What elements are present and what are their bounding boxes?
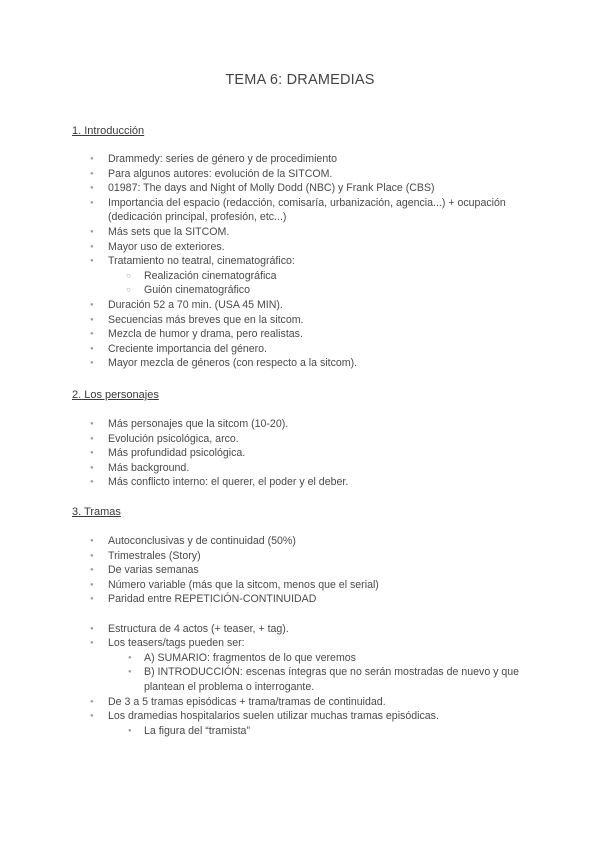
list-item: ● Duración 52 a 70 min. (USA 45 MIN). <box>72 298 542 313</box>
section-heading: 2. Los personajes <box>72 389 159 401</box>
list-item: ● Más profundidad psicológica. <box>72 446 542 461</box>
document-title: TEMA 6: DRAMEDIAS <box>225 72 375 88</box>
bullet-list <box>72 534 542 607</box>
section-heading: 3. Tramas <box>72 506 121 518</box>
list-item: ● Drammedy: series de género y de procedimiento <box>72 152 542 167</box>
list-item: ● Mayor uso de exteriores. <box>72 240 542 255</box>
bullet-list <box>72 152 542 371</box>
bullet-list <box>72 622 542 739</box>
list-item: ● Más background. <box>72 461 542 476</box>
list-item: ● Mezcla de humor y drama, pero realistas. <box>72 327 542 342</box>
list-item: ● Tratamiento no teatral, cinematográfico: <box>72 254 542 269</box>
section-personajes <box>72 388 542 490</box>
sub-list-item: ○ Realización cinematográfica <box>72 269 542 284</box>
list-item: ● Estructura de 4 actos (+ teaser, + tag). <box>72 622 542 637</box>
list-item: ● Para algunos autores: evolución de la SITCOM. <box>72 167 542 182</box>
list-item: ● Creciente importancia del género. <box>72 342 542 357</box>
list-item: ● De varias semanas <box>72 563 542 578</box>
list-item: ● De 3 a 5 tramas episódicas + trama/tramas de continuidad. <box>72 695 542 710</box>
list-item: ● 01987: The days and Night of Molly Dodd (NBC) y Frank Place (CBS) <box>72 181 542 196</box>
sub-list-item: ● A) SUMARIO: fragmentos de lo que veremos <box>72 651 542 666</box>
list-item: ● Número variable (más que la sitcom, menos que el serial) <box>72 578 542 593</box>
list-item: ● Secuencias más breves que en la sitcom. <box>72 313 542 328</box>
list-item: ● Paridad entre REPETICIÓN-CONTINUIDAD <box>72 592 542 607</box>
section-tramas <box>72 505 542 738</box>
list-item: ● Más conflicto interno: el querer, el poder y el deber. <box>72 475 542 490</box>
list-item: ● Los teasers/tags pueden ser: <box>72 636 542 651</box>
list-item: ● Más sets que la SITCOM. <box>72 225 542 240</box>
section-introduccion <box>72 124 542 371</box>
sub-list-item: ● La figura del “tramista” <box>72 724 542 739</box>
list-item: ● Evolución psicológica, arco. <box>72 432 542 447</box>
list-item: ● Trimestrales (Story) <box>72 549 542 564</box>
list-item: ● Mayor mezcla de géneros (con respecto a la sitcom). <box>72 356 542 371</box>
section-heading: 1. Introducción <box>72 125 145 137</box>
bullet-list <box>72 417 542 490</box>
sub-list-item: ○ Guión cinematográfico <box>72 283 542 298</box>
sub-list-item: ● B) INTRODUCCIÓN: escenas íntegras que no serán mostradas de nuevo y que plantean el problema o interrogante. <box>72 665 542 694</box>
list-item: ● Importancia del espacio (redacción, comisaría, urbanización, agencia...) + ocupación (dedicación principal, profesión, etc...) <box>72 196 542 225</box>
list-item: ● Los dramedias hospitalarios suelen utilizar muchas tramas episódicas. <box>72 709 542 724</box>
list-item: ● Autoconclusivas y de continuidad (50%) <box>72 534 542 549</box>
list-item: ● Más personajes que la sitcom (10-20). <box>72 417 542 432</box>
